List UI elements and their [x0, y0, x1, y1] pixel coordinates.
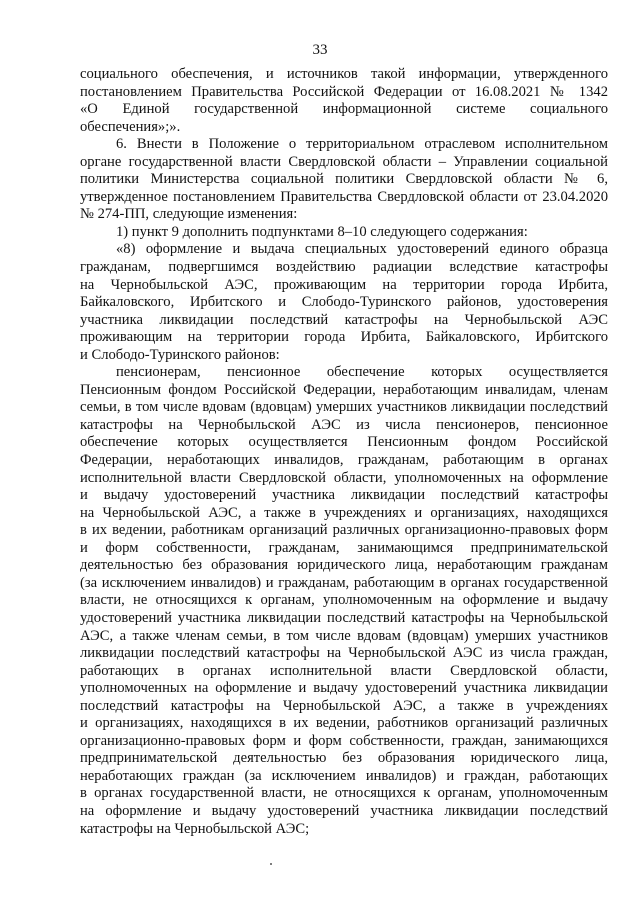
- text-line: АЭС, а также членам семьи, в том числе вдовам (вдовцам) умерших участников: [80, 627, 608, 644]
- text-line: политики Министерства социальной политики Свердловской области № 6,: [80, 171, 608, 188]
- text-line: 6. Внести в Положение о территориальном отраслевом исполнительном: [116, 136, 608, 153]
- text-line: работающих в органах исполнительной власти Свердловской области,: [80, 662, 608, 679]
- text-line: «О Единой государственной информационной системе социального: [80, 101, 608, 118]
- text-line: постановлением Правительства Российской Федерации от 16.08.2021 № 1342: [80, 83, 608, 100]
- text-line: организационно-правовых форм и форм собственности, граждан, занимающихся: [80, 732, 608, 749]
- text-line: на Чернобыльской АЭС, а также в учреждениях и организациях, находящихся: [80, 504, 608, 521]
- text-line: неработающих граждан (за исключением инвалидов) и граждан, работающих: [80, 767, 608, 784]
- text-line: Пенсионным фондом Российской Федерации, неработающим инвалидам, членам: [80, 381, 608, 398]
- text-line: на Чернобыльской АЭС, проживающим на территории города Ирбита,: [80, 276, 608, 293]
- text-line: семьи, в том числе вдовам (вдовцам) умерших участников ликвидации последствий: [80, 399, 608, 416]
- text-line: последствий катастрофы на Чернобыльской АЭС, а также в учреждениях: [80, 697, 608, 714]
- text-line: предпринимательской деятельностью без образования юридического лица,: [80, 750, 608, 767]
- text-line: социального обеспечения, и источников такой информации, утвержденного: [80, 66, 608, 82]
- text-line: «8) оформление и выдача специальных удостоверений единого образца: [116, 241, 608, 258]
- text-line: и выдачу удостоверений участника ликвидации последствий катастрофы: [80, 487, 608, 504]
- text-line: № 274-ПП, следующие изменения:: [80, 206, 298, 223]
- text-line: уполномоченных на оформление и выдачу удостоверений участника ликвидации: [80, 680, 608, 697]
- page-number: 33: [312, 42, 328, 58]
- text-line: 1) пункт 9 дополнить подпунктами 8–10 следующего содержания:: [116, 223, 528, 240]
- text-line: утвержденное постановлением Правительства Свердловской области от 23.04.2020: [80, 188, 608, 205]
- text-line: Федерации, неработающих инвалидов, гражданам, работающим в органах: [80, 452, 608, 469]
- text-line: исполнительной власти Свердловской области, уполномоченных на оформление: [80, 469, 608, 486]
- text-line: удостоверений участника ликвидации последствий катастрофы на Чернобыльской: [80, 609, 608, 626]
- text-line: в их ведении, работникам организаций различных организационно-правовых форм: [80, 522, 608, 539]
- text-line: и Слободо-Туринского районов:: [80, 346, 280, 363]
- text-line: гражданам, подвергшимся воздействию радиации вследствие катастрофы: [80, 259, 608, 276]
- text-line: проживающим на территории города Ирбита, Байкаловского, Ирбитского: [80, 329, 608, 346]
- text-line: Байкаловского, Ирбитского и Слободо-Туринского районов, удостоверения: [80, 294, 608, 311]
- text-line: ликвидации последствий катастрофы на Чернобыльской АЭС из числа граждан,: [80, 645, 608, 662]
- text-line: катастрофы на Чернобыльской АЭС;: [80, 820, 310, 837]
- text-line: деятельностью без образования юридического лица, неработающим гражданам: [80, 557, 608, 574]
- text-line: катастрофы на Чернобыльской АЭС из числа пенсионеров, пенсионное: [80, 416, 608, 433]
- text-line: и организациях, находящихся в их ведении, работников организаций различных: [80, 715, 608, 732]
- text-line: в органах государственной власти, не относящихся к органам, уполномоченным: [80, 785, 608, 802]
- document-body: [80, 66, 608, 838]
- text-line: органе государственной власти Свердловской области – Управлении социальной: [80, 153, 608, 170]
- text-line: (за исключением инвалидов) и гражданам, работающим в органах государственной: [80, 574, 608, 591]
- text-line: участника ликвидации последствий катастрофы на Чернобыльской АЭС: [80, 311, 608, 328]
- text-line: пенсионерам, пенсионное обеспечение которых осуществляется: [116, 364, 608, 381]
- text-line: обеспечение которых осуществляется Пенсионным фондом Российской: [80, 434, 608, 451]
- text-line: обеспечения»;».: [80, 118, 181, 135]
- text-line: на оформление и выдачу удостоверений участника ликвидации последствий: [80, 802, 608, 819]
- text-line: власти, не относящихся к органам, уполномоченным на оформление и выдачу: [80, 592, 608, 609]
- scan-dot: [270, 863, 272, 865]
- text-line: и форм собственности, гражданам, занимающимся предпринимательской: [80, 539, 608, 556]
